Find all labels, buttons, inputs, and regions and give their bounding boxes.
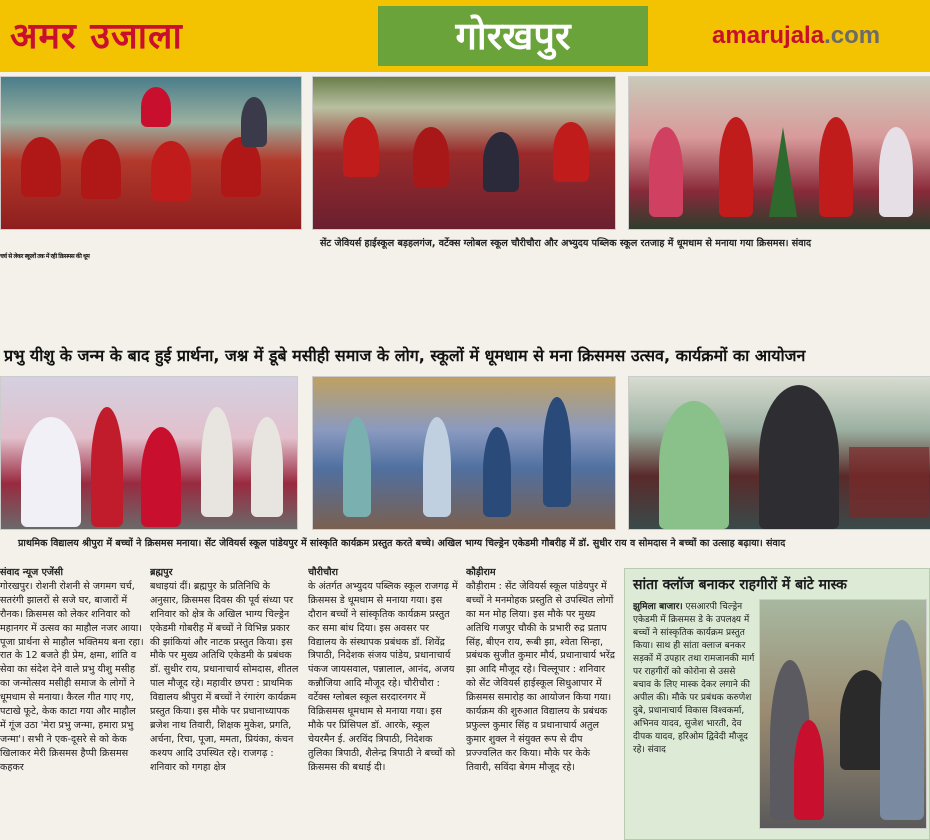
photo-st-xaviers-barhalganj	[0, 76, 302, 230]
sidebar-lead: झुमिला बाजार।	[633, 602, 683, 612]
article-column-3	[308, 566, 458, 839]
column-text: गोरखपुर। रोशनी रोशनी से जगमग चर्च, सतरंगी झालरों से सजे घर, बाजारों में रौनक। क्रिसमस को लेकर शनिवार को महानगर में उत्सव का माहौल नजर आया। पूजा प्रार्थना से माहौल भक्तिमय बना रहा। रात के 12 बजते ही प्रेम, क्षमा, शांति व सेवा का संदेश देने वाले प्रभु यीशु मसीह का जन्मोत्सव मसीही समाज के लोगों ने धूमधाम से मनाया। कैरल गीत गाए गए, पटाखे फूटे, केक काटा गया और माहौल में गूंज उठा 'मेरा प्रभु जन्मा, हमारा प्रभु जन्मा'। सभी ने एक-दूसरे से को केक खिलाकर मेरी क्रिसमस हैप्पी क्रिसमस कहकर	[0, 580, 144, 773]
article-column-2	[150, 566, 300, 839]
column-lead: कौड़ीराम	[466, 567, 496, 578]
photo-santa-mask-distribution	[759, 599, 927, 829]
photo-vertex-global-chauri-chaura	[312, 76, 616, 230]
site-tld: .com	[824, 22, 881, 49]
brand-logo: अमर उजाला	[10, 15, 183, 57]
article-column-4	[466, 566, 616, 839]
column-lead: ब्रह्मपुर	[150, 567, 173, 578]
city-edition: गोरखपुर	[378, 6, 648, 66]
article-column-1	[0, 566, 144, 839]
column-text: के अंतर्गत अभ्युदय पब्लिक स्कूल राजगढ़ में क्रिसमस डे धूमधाम से मनाया गया। इस दौरान बच्चों ने सांस्कृतिक कार्यक्रम प्रस्तुत कर समा बांध दिया। इस अवसर पर विद्यालय के संस्थापक प्रबंधक डॉ. शिवेंद्र त्रिपाठी, निदेशक संजय पांडेय, प्रधानाचार्य पंकज जायसवाल, पन्नालाल, आनंद, अजय कन्नौजिया आदि मौजूद रहे। चौरीचौरा : वर्टेक्स ग्लोबल स्कूल सरदारनगर में विक्रिसमस धूमधाम से मनाया गया। इस मौके पर प्रिंसिपल डॉ. आरके, स्कूल चेयरमैन ई. अरविंद त्रिपाठी, निदेशक तुलिका त्रिपाठी, शैलेन्द्र त्रिपाठी ने बच्चों को क्रिसमस की बधाई दी।	[308, 580, 458, 773]
sidebar-story	[624, 568, 930, 840]
subheadline: प्रभु यीशु के जन्म के बाद हुई प्रार्थना, जश्न में डूबे मसीही समाज के लोग, स्कूलों में धूमधाम से मना क्रिसमस उत्सव, कार्यक्रमों का आयोजन	[4, 346, 806, 365]
top-photo-caption: सेंट जेवियर्स हाईस्कूल बड़हलगंज, वर्टेक्स ग्लोबल स्कूल चौरीचौरा और अभ्युदय पब्लिक स्कूल रतजाह में धूमधाम से मनाया गया क्रिसमस। संवाद	[320, 238, 811, 249]
column-text: बधाइयां दीं। ब्रह्मपुर के प्रतिनिधि के अनुसार, क्रिसमस दिवस की पूर्व संध्या पर शनिवार को क्षेत्र के अखिल भाग्य चिल्ड्रेन एकेडमी गोबरीह में बच्चों ने विभिन्न प्रकार की झांकियां और नाटक प्रस्तुत किया। इस मौके पर मुख्य अतिथि एकेडमी के प्रबंधक डॉ. सुधीर राय, प्रधानाचार्य सोमदास, शीतल पाल मौजूद रहे। महावीर छपरा : प्राथमिक विद्यालय श्रीपुरा में बच्चों ने रंगारंग कार्यक्रम प्रस्तुत किया। इस मौके पर प्रधानाध्यापक ब्रजेश नाथ तिवारी, शिक्षक मुकेश, प्रगति, अर्चना, रिचा, पूजा, ममता, प्रियंका, कंचन कश्यप आदि उपस्थित रहे। राजगढ़ : शनिवार को गगहा क्षेत्र	[150, 580, 299, 773]
photo-akhil-bhagya-academy	[628, 376, 930, 530]
site-name: amarujala	[712, 22, 825, 49]
bottom-photo-caption: प्राथमिक विद्यालय श्रीपुरा में बच्चों ने क्रिसमस मनाया। सेंट जेवियर्स स्कूल पांडेयपुर में सांस्कृति कार्यक्रम प्रस्तुत करते बच्चे। अखिल भाग्य चिल्ड्रेन एकेडमी गौबरीह में डॉ. सुधीर राय व सोमदास ने बच्चों का उत्साह बढ़ाया। संवाद	[18, 538, 786, 549]
masthead	[0, 0, 930, 72]
sidebar-title: सांता क्लॉज बनाकर राहगीरों में बांटे मास्क	[633, 577, 847, 593]
photo-abhyuday-public-school	[628, 76, 930, 230]
site-url	[712, 22, 880, 50]
column-text: कौड़ीराम : सेंट जेवियर्स स्कूल पांडेयपुर में बच्चों ने मनमोहक प्रस्तुति से उपस्थित लोगों का मन मोह लिया। इस मौके पर मुख्य अतिथि गजपुर चौकी के प्रभारी रुद्र प्रताप सिंह, बीएन राय, रूबी झा, श्वेता सिन्हा, प्रबंधक सुजीत कुमार मौर्य, प्रधानाचार्य भरेंद्र झा आदि मौजूद रहे। चिल्लूपार : शनिवार को सेंट जेवियर्स हाईस्कूल सिधुआपार में क्रिसमस समारोह का आयोजन किया गया। कार्यक्रम की शुरुआत विद्यालय के प्रबंधक प्रफुल्ल कुमार सिंह व प्रधानाचार्य अतुल कुमार शुक्ल ने संयुक्त रूप से दीप प्रज्ज्वलित कर किया। मौके पर केके तिवारी, सविंदा बेगम मौजूद रहे।	[466, 580, 615, 773]
photo-st-xaviers-pandeypur	[312, 376, 616, 530]
byline: संवाद न्यूज एजेंसी	[0, 567, 63, 578]
sidebar-body: एसआरपी चिल्ड्रेन एकेडमी में क्रिसमस डे के उपलक्ष्य में बच्चों ने सांस्कृतिक कार्यक्रम प्रस्तुत किया। साथ ही सांता क्लाज बनकर सड़कों में उपहार तथा रामजानकी मार्ग पर राहगीरों को कोरोना से उससे बचाव के लिए मास्क देकर लगाने की अपील की। मौके पर प्रबंधक करुणेश दुबे, प्रधानाचार्य विकास विश्वकर्मा, अभिनव यादव, सुजेश भारती, देव दीपक यादव, हरिओम द्विवेदी मौजूद रहे। संवाद	[633, 602, 755, 755]
sidebar-text	[633, 601, 755, 837]
column-lead: चौरीचौरा	[308, 567, 338, 578]
headline: चर्च से लेकर स्कूलों तक में रही क्रिसमस की धूम	[0, 253, 90, 260]
photo-primary-school-shripura	[0, 376, 298, 530]
